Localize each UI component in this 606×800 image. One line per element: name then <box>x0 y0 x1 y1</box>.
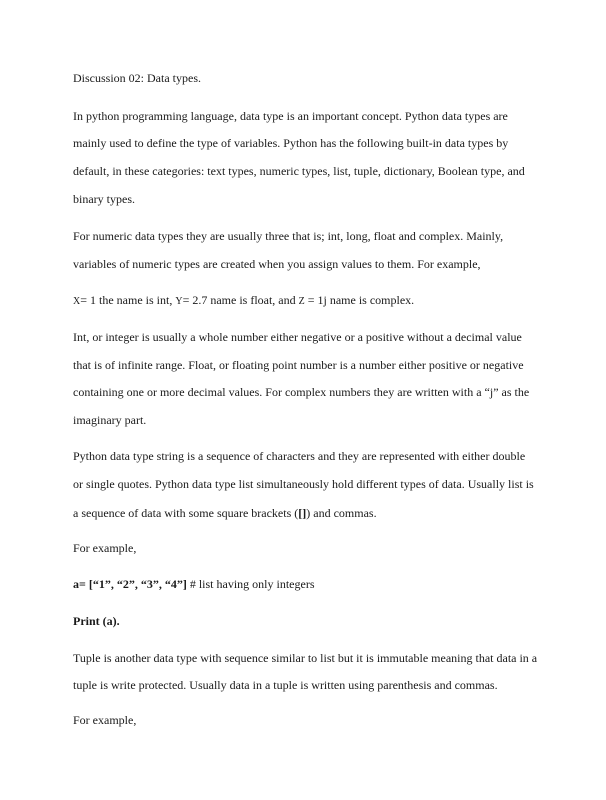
print-statement: Print (a). <box>73 614 120 628</box>
paragraph-line: mainly used to define the type of variables. Python has the following built-in data types by <box>73 136 509 150</box>
variable-example-line <box>73 292 414 308</box>
x-variable: X <box>73 296 81 307</box>
code-list-assignment: a= [“1”, “2”, “3”, “4”] <box>73 577 187 591</box>
square-brackets: [] <box>298 506 307 520</box>
paragraph-line: variables of numeric types are created when you assign values to them. For example, <box>73 257 481 271</box>
paragraph-line: tuple is write protected. Usually data in a tuple is written using parenthesis and commas. <box>73 678 498 692</box>
paragraph-line: Python data type string is a sequence of characters and they are represented with either double <box>73 449 526 463</box>
paragraph-line: imaginary part. <box>73 413 147 427</box>
paragraph-line: binary types. <box>73 192 135 206</box>
paragraph-line <box>73 505 377 521</box>
example-label: For example, <box>73 713 137 727</box>
paragraph-line: or single quotes. Python data type list simultaneously hold different types of data. Usually list is <box>73 477 534 491</box>
document-title: Discussion 02: Data types. <box>73 71 201 85</box>
paragraph-line: containing one or more decimal values. For complex numbers they are written with a “j” as the <box>73 385 530 399</box>
paragraph-line: In python programming language, data type is an important concept. Python data types are <box>73 109 508 123</box>
y-variable: Y <box>175 296 183 307</box>
paragraph-line: default, in these categories: text types, numeric types, list, tuple, dictionary, Boolean type, and <box>73 164 525 178</box>
paragraph-line: For numeric data types they are usually three that is; int, long, float and complex. Mainly, <box>73 229 504 243</box>
paragraph-line: Int, or integer is usually a whole number either negative or a positive without a decimal value <box>73 330 522 344</box>
paragraph-line: Tuple is another data type with sequence similar to list but it is immutable meaning that data in a <box>73 651 538 665</box>
z-variable: Z <box>298 296 305 307</box>
code-example-line <box>73 576 315 592</box>
z-text: = 1j name is complex. <box>304 293 415 307</box>
paragraph-line: that is of infinite range. Float, or floating point number is a number either positive or negative <box>73 358 524 372</box>
brackets-text-before: a sequence of data with some square brackets ( <box>73 506 299 520</box>
code-comment: # list having only integers <box>186 577 315 591</box>
x-text: = 1 the name is int, <box>80 293 176 307</box>
y-text: = 2.7 name is float, and <box>182 293 299 307</box>
brackets-text-after: ) and commas. <box>306 506 377 520</box>
example-label: For example, <box>73 541 137 555</box>
